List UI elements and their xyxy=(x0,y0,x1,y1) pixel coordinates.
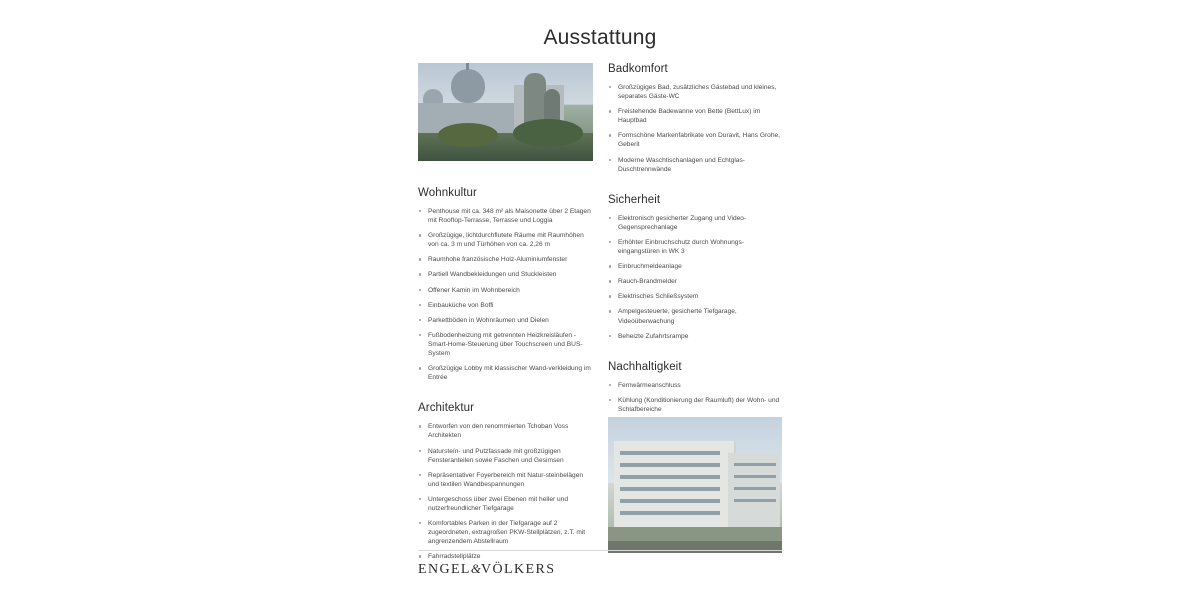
list-item: Großzügiges Bad, zusätzliches Gästebad und kleines, separates Gäste-WC xyxy=(608,83,784,101)
section-sicherheit xyxy=(608,194,784,341)
list-badkomfort xyxy=(608,83,784,174)
list-item: Natursteín- und Putzfassade mit großzügigen Fensteranteilen sowie Faschen und Gesimsen xyxy=(418,447,594,465)
window-band-shape xyxy=(734,487,776,490)
section-title-sicherheit: Sicherheit xyxy=(608,193,661,206)
list-item: Großzügige, lichtdurchflutete Räume mit Raumhöhen von ca. 3 m und Türhöhen von ca. 2,26 m xyxy=(418,231,594,249)
page-title: Ausstattung xyxy=(543,26,657,50)
window-band-shape xyxy=(620,487,720,491)
list-item: Fußbodenheizung mit getrennten Heizkreisläufen - Smart-Home-Steuerung über Touchscreen und BUS-System xyxy=(418,331,594,358)
window-band-shape xyxy=(620,499,720,503)
list-item: Rauch-Brandmelder xyxy=(608,277,784,286)
list-item: Repräsentativer Foyerbereich mit Natur-steinbelägen und textilen Wandbespannungen xyxy=(418,471,594,489)
list-item: Entworfen von den renommierten Tchoban Voss Architekten xyxy=(418,422,594,440)
section-title-architektur: Architektur xyxy=(418,402,475,415)
window-band-shape xyxy=(620,475,720,479)
left-column xyxy=(418,63,594,577)
list-item: Freistehende Badewanne von Bette (BettLux) im Hauptbad xyxy=(608,107,784,125)
window-band-shape xyxy=(620,451,720,455)
list-item: Fernwärmeanschluss xyxy=(608,381,784,390)
section-wohnkultur xyxy=(418,187,594,382)
apartment-building-photo xyxy=(608,417,782,553)
section-title-wohnkultur: Wohnkultur xyxy=(418,187,477,199)
list-item: Formschöne Markenfabrikate von Duravit, Hans Grohe, Geberit xyxy=(608,131,784,149)
list-item: Komfortables Parken in der Tiefgarage auf 2 zugeordneten, extragroßen PKW-Stellplätzen, z.T. mit angrenzendem Abstellraum xyxy=(418,519,594,546)
list-item: Partiell Wandbekleidungen und Stuckleisten xyxy=(418,270,594,279)
window-band-shape xyxy=(734,463,776,466)
list-item: Fahrradstellplätze xyxy=(418,552,594,561)
dome-shape xyxy=(451,69,485,103)
footer xyxy=(418,550,782,578)
list-item: Einbauküche von Boffi xyxy=(418,301,594,310)
list-item: Penthouse mit ca. 348 m² als Maisonette über 2 Etagen mit Rooftop-Terrasse, Terrasse und Loggia xyxy=(418,207,594,225)
section-title-badkomfort: Badkomfort xyxy=(608,63,668,75)
section-badkomfort xyxy=(608,63,784,174)
logo-ampersand: & xyxy=(470,561,482,576)
list-item: Elektronisch gesicherter Zugang und Video-Gegensprechanlage xyxy=(608,214,784,232)
window-band-shape xyxy=(734,475,776,478)
list-sicherheit xyxy=(608,214,784,341)
logo-text-second: VÖLKERS xyxy=(481,562,556,577)
list-item: Elektrisches Schließsystem xyxy=(608,292,784,301)
list-item: Ampelgesteuerte, gesicherte Tiefgarage, Videoüberwachung xyxy=(608,307,784,325)
section-architektur xyxy=(418,402,594,561)
list-item: Untergeschoss über zwei Ebenen mit heller und nutzerfreundlicher Tiefgarage xyxy=(418,495,594,513)
list-item: Erhöhter Einbruchschutz durch Wohnungs-eingangstüren in WK 3 xyxy=(608,238,784,256)
list-item: Großzügige Lobby mit klassischer Wand-verkleidung im Entrée xyxy=(418,364,594,382)
window-band-shape xyxy=(620,463,720,467)
list-item: Parkettböden in Wohnräumen und Dielen xyxy=(418,316,594,325)
greenery-shape xyxy=(418,133,593,161)
list-architektur xyxy=(418,422,594,561)
engel-voelkers-logo xyxy=(418,561,782,578)
list-wohnkultur xyxy=(418,207,594,382)
window-band-shape xyxy=(734,499,776,502)
window-band-shape xyxy=(620,511,720,515)
list-item: Einbruchmeldeanlage xyxy=(608,262,784,271)
list-item: Raumhohe französische Holz-Aluminiumfenster xyxy=(418,255,594,264)
list-item: Moderne Waschtischanlagen und Echtglas-Duschtrennwände xyxy=(608,156,784,174)
gendarmenmarkt-photo xyxy=(418,63,593,161)
section-title-nachhaltigkeit: Nachhaltigkeit xyxy=(608,360,682,373)
list-item: Beheizte Zufahrtsrampe xyxy=(608,332,784,341)
logo-text-first: ENGEL xyxy=(418,562,471,577)
list-item: Offener Kamin im Wohnbereich xyxy=(418,286,594,295)
list-item: Kühlung (Konditionierung der Raumluft) der Wohn- und Schlafbereiche xyxy=(608,396,784,414)
